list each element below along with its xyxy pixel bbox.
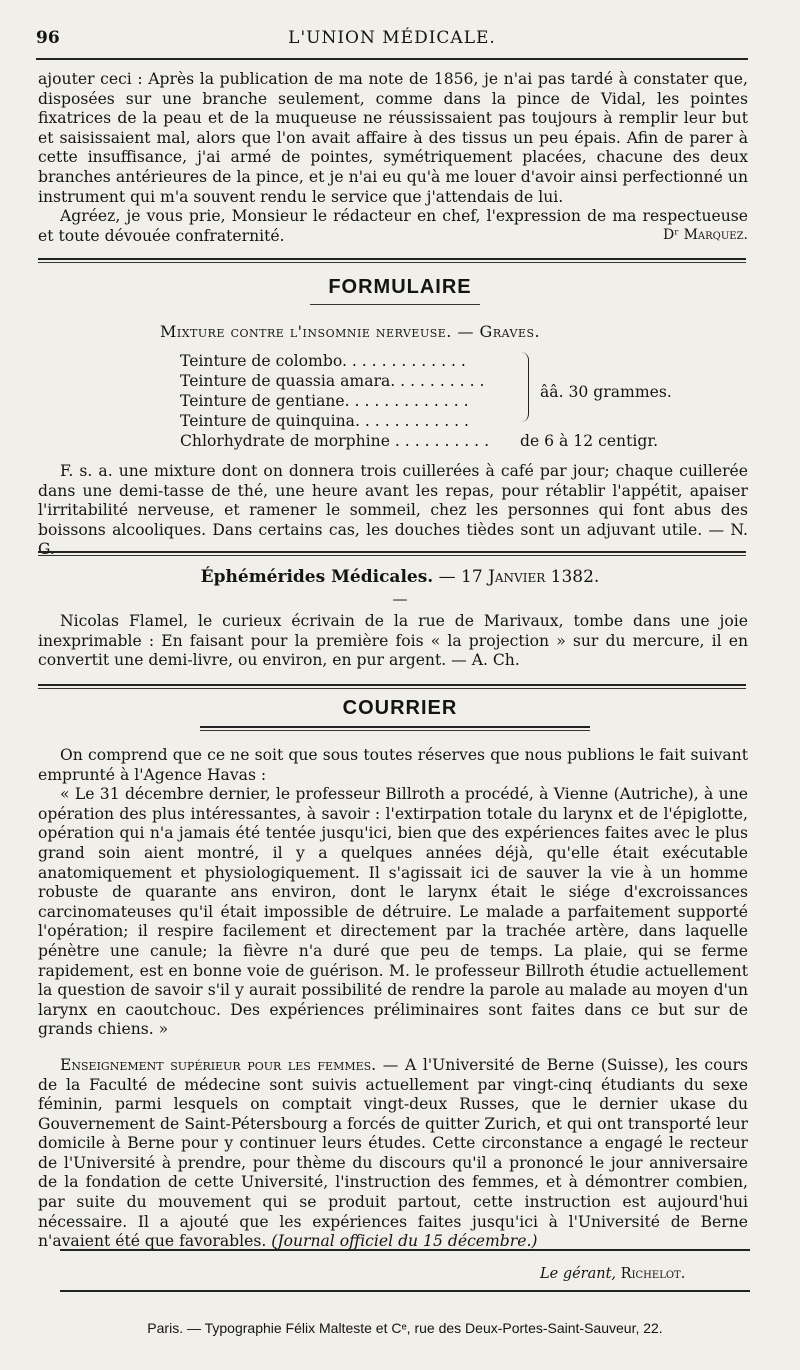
- courrier-quote: « Le 31 décembre dernier, le professeur Billroth a procédé, à Vienne (Autriche), à une opération des plus intéressantes, à savoir : l'extirpation totale du larynx et de l'épiglotte, opération qui n'a jamais été tentée jusqu'ici, bien que des expériences faites avec le plus grand soin aient montré, il y a quelques années déjà, qu'elle était exécutable anatomiquement et physiologiquement. Il s'agissait ici de sauver la vie à un homme robuste de quarante ans environ, dont le larynx était le siége d'excroissances carcinomateuses qu'il était impossible de détruire. Le malade a parfaitement supporté l'opération; il respire facilement et directement par la trachée artère, dans laquelle pénètre une canule; la fièvre n'a duré que peu de temps. La plaie, qui se ferme rapidement, est en bonne voie de guérison. M. le professeur Billroth étudie actuellement la question de savoir s'il y aurait possibilité de rendre la parole au malade au moyen d'un larynx en caoutchouc. Des expériences préliminaires sont faites dans ce but sur de grands chiens. »: [38, 785, 748, 1039]
- ingredients-brace: [520, 352, 529, 422]
- courrier-section: [38, 746, 748, 1252]
- title-underline: [310, 304, 480, 305]
- courrier-title: COURRIER: [342, 697, 458, 719]
- section-rule-thin: [38, 262, 746, 263]
- ingredient-item: Teinture de colombo. . . . . . . . . . . . .: [180, 352, 466, 370]
- letter-section: [38, 70, 748, 243]
- formulaire-instructions: [38, 462, 748, 560]
- enseignement-source: (Journal officiel du 15 décembre.): [271, 1232, 538, 1251]
- section-rule: [38, 258, 746, 260]
- ephemerides-text: Nicolas Flamel, le curieux écrivain de la rue de Marivaux, tombe dans une joie inexprimable : En faisant pour la première fois « la projection » sur du mercure, il en convertit une demi-livre, ou environ, en pur argent. — A. Ch.: [38, 612, 748, 670]
- ephemerides-date: — 17 Janvier 1382.: [438, 567, 600, 587]
- recipe-title: Mixture contre l'insomnie nerveuse. — Graves.: [160, 322, 541, 341]
- title-underline-thin: [200, 730, 590, 731]
- ingredient-item: Chlorhydrate de morphine . . . . . . . . . .: [180, 432, 490, 450]
- instructions-paragraph: F. s. a. une mixture dont on donnera trois cuillerées à café par jour; chaque cuillerée dans une demi-tasse de thé, une heure avant les repas, pour rétablir l'appétit, apaiser l'irritabilité nerveuse, et ramener le sommeil, chez les personnes qui font abus des boissons alcooliques. Dans certains cas, les douches tièdes sont un adjuvant utile. — N. G.: [38, 462, 748, 559]
- section-rule-thin: [38, 688, 746, 689]
- footer-rule: [60, 1249, 750, 1251]
- dose-morphine: de 6 à 12 centigr.: [520, 432, 659, 450]
- page-number: 96: [36, 28, 60, 48]
- enseignement-text: — A l'Université de Berne (Suisse), les cours de la Faculté de médecine sont suivis actuellement par vingt-cinq étudiants du sexe féminin, parmi lesquels on comptait vingt-deux Russes, que le dernier ukase du Gouvernement de Saint-Pétersbourg a forcés de quitter Zurich, et qui ont transporté leur domicile à Berne pour y continuer leurs études. Cette circonstance a engagé le recteur de l'Université à prendre, pour thème du discours qu'il a prononcé le jour anniversaire de la fondation de cette Université, l'instruction des femmes, et à démontrer combien, par suite du mouvement qui se produit partout, cette instruction est aujourd'hui nécessaire. Il a ajouté que les expériences faites jusqu'ici à l'Université de Berne n'avaient été que favorables.: [38, 1055, 748, 1251]
- ingredient-item: Teinture de quinquina. . . . . . . . . . . .: [180, 412, 469, 430]
- letter-signature: Dʳ Marquez.: [663, 227, 748, 244]
- title-underline: [200, 726, 590, 728]
- gerant-line: [540, 1266, 685, 1282]
- ephemerides-title: Éphémérides Médicales.: [200, 567, 434, 587]
- enseignement-paragraph: [38, 1056, 748, 1252]
- enseignement-lead: Enseignement supérieur pour les femmes.: [60, 1055, 377, 1074]
- letter-paragraph-2: Agréez, je vous prie, Monsieur le rédacteur en chef, l'expression de ma respectueuse et toute dévouée confraternité.: [38, 207, 748, 245]
- ingredient-item: Teinture de gentiane. . . . . . . . . . . . .: [180, 392, 469, 410]
- page-header: [36, 28, 748, 56]
- letter-paragraph-1: ajouter ceci : Après la publication de ma note de 1856, je n'ai pas tardé à constater que, disposées sur une branche seulement, comme dans la pince de Vidal, les pointes fixatrices de la peau et de la muqueuse ne réussissaient pas toujours à remplir leur but et saisissaient mal, alors que l'on avait affaire à des tissus un peu épais. Afin de parer à cette insuffisance, j'ai armé de pointes, symétriquement placées, chacune des deux branches antérieures de la pince, et je n'ai eu qu'à me louer d'avoir ainsi perfectionné un instrument qui m'a souvent rendu le service que j'attendais de lui.: [38, 70, 748, 206]
- ephemerides-dash: —: [392, 590, 408, 608]
- ingredient-item: Teinture de quassia amara. . . . . . . . . .: [180, 372, 485, 390]
- section-rule-thin: [38, 555, 746, 556]
- section-rule: [38, 551, 746, 553]
- section-rule: [38, 684, 746, 686]
- imprint-line: Paris. — Typographie Félix Malteste et Cᵉ, rue des Deux-Portes-Saint-Sauveur, 22.: [147, 1320, 663, 1336]
- gerant-label: Le gérant,: [540, 1266, 617, 1282]
- dose-combined: ââ. 30 grammes.: [540, 383, 672, 401]
- ephemerides-section: [38, 612, 748, 671]
- header-rule: [36, 58, 748, 60]
- ephemerides-heading: [0, 567, 800, 587]
- courrier-intro: On comprend que ce ne soit que sous toutes réserves que nous publions le fait suivant emprunté à l'Agence Havas :: [38, 746, 748, 784]
- formulaire-title: FORMULAIRE: [328, 276, 472, 298]
- journal-title: L'UNION MÉDICALE.: [288, 28, 496, 48]
- footer-rule: [60, 1290, 750, 1292]
- gerant-name: Richelot.: [620, 1266, 686, 1282]
